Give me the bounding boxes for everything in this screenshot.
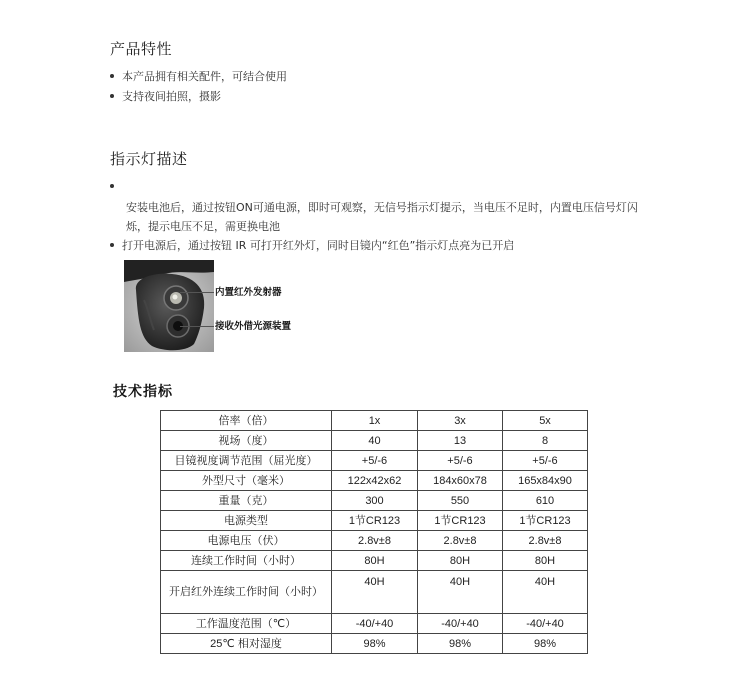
spec-label-cell: 连续工作时间（小时）: [161, 551, 332, 571]
indicator-heading: 指示灯描述: [110, 150, 188, 168]
bullet-dot: [110, 74, 114, 78]
bullet-dot: [110, 94, 114, 98]
spec-value-3x: 550: [418, 491, 503, 511]
callout-emitter: 内置红外发射器: [215, 287, 282, 298]
spec-table-body: [161, 411, 588, 654]
spec-label-cell: 电源电压（伏）: [161, 531, 332, 551]
spec-value-5x: 5x: [503, 411, 588, 431]
spec-label-cell: 重量（克）: [161, 491, 332, 511]
indicator-item: [110, 179, 122, 195]
spec-label-cell: 外型尺寸（毫米）: [161, 471, 332, 491]
bullet-dot: [110, 184, 114, 188]
spec-value-1x: 40: [332, 431, 418, 451]
device-photo-image: [124, 260, 214, 352]
callout-line-emitter: [180, 292, 214, 293]
spec-value-1x: 80H: [332, 551, 418, 571]
spec-label-cell: 电源类型: [161, 511, 332, 531]
feature-item: [110, 69, 287, 85]
spec-value-3x: 80H: [418, 551, 503, 571]
spec-row: [161, 634, 588, 654]
spec-row: [161, 614, 588, 634]
spec-value-3x: 98%: [418, 634, 503, 654]
device-photo: [124, 260, 214, 352]
spec-value-3x: 1节CR123: [418, 511, 503, 531]
feature-item-text: 支持夜间拍照，摄影: [122, 90, 221, 103]
spec-value-1x: 2.8v±8: [332, 531, 418, 551]
spec-label-cell: 倍率（倍）: [161, 411, 332, 431]
spec-row: [161, 431, 588, 451]
spec-value-3x: 3x: [418, 411, 503, 431]
spec-value-1x: 40H: [332, 571, 418, 614]
spec-label-cell: 25℃ 相对湿度: [161, 634, 332, 654]
spec-row: [161, 571, 588, 614]
spec-row: [161, 491, 588, 511]
spec-value-5x: 98%: [503, 634, 588, 654]
callout-receiver: 接收外借光源装置: [215, 321, 292, 332]
spec-value-5x: 610: [503, 491, 588, 511]
spec-value-5x: -40/+40: [503, 614, 588, 634]
spec-value-1x: 1节CR123: [332, 511, 418, 531]
indicator-item: [110, 238, 514, 254]
spec-value-1x: 300: [332, 491, 418, 511]
spec-value-5x: 2.8v±8: [503, 531, 588, 551]
bullet-dot: [110, 243, 114, 247]
spec-row: [161, 551, 588, 571]
features-heading: 产品特性: [110, 40, 173, 58]
spec-row: [161, 451, 588, 471]
spec-row: [161, 411, 588, 431]
page-bottom-edge: [110, 672, 670, 679]
spec-value-3x: 40H: [418, 571, 503, 614]
spec-label-cell: 目镜视度调节范围（屈光度）: [161, 451, 332, 471]
spec-label-cell: 开启红外连续工作时间（小时）: [161, 571, 332, 614]
spec-value-5x: 40H: [503, 571, 588, 614]
callout-line-receiver: [180, 326, 214, 327]
spec-value-5x: 8: [503, 431, 588, 451]
spec-value-1x: 98%: [332, 634, 418, 654]
spec-value-5x: +5/-6: [503, 451, 588, 471]
indicator-paragraph: 安装电池后，通过按钮ON可通电源，即时可观察，无信号指示灯提示，当电压不足时，内置电压信号灯闪烁，提示电压不足，需更换电池: [126, 201, 638, 233]
feature-item-text: 本产品拥有相关配件，可结合使用: [122, 70, 287, 83]
spec-value-3x: -40/+40: [418, 614, 503, 634]
spec-value-3x: 184x60x78: [418, 471, 503, 491]
spec-value-3x: 2.8v±8: [418, 531, 503, 551]
spec-value-1x: 122x42x62: [332, 471, 418, 491]
spec-table: [160, 410, 588, 654]
spec-value-3x: 13: [418, 431, 503, 451]
spec-row: [161, 511, 588, 531]
spec-label-cell: 视场（度）: [161, 431, 332, 451]
spec-value-5x: 80H: [503, 551, 588, 571]
spec-label-cell: 工作温度范围（℃）: [161, 614, 332, 634]
tech-heading: 技术指标: [113, 384, 173, 400]
spec-row: [161, 531, 588, 551]
feature-item: [110, 89, 221, 105]
spec-value-1x: 1x: [332, 411, 418, 431]
spec-value-5x: 165x84x90: [503, 471, 588, 491]
spec-value-1x: +5/-6: [332, 451, 418, 471]
spec-value-5x: 1节CR123: [503, 511, 588, 531]
spec-value-3x: +5/-6: [418, 451, 503, 471]
spec-value-1x: -40/+40: [332, 614, 418, 634]
indicator-item-text: 打开电源后，通过按钮 IR 可打开红外灯，同时目镜内“红色”指示灯点亮为已开启: [122, 239, 515, 252]
spec-row: [161, 471, 588, 491]
